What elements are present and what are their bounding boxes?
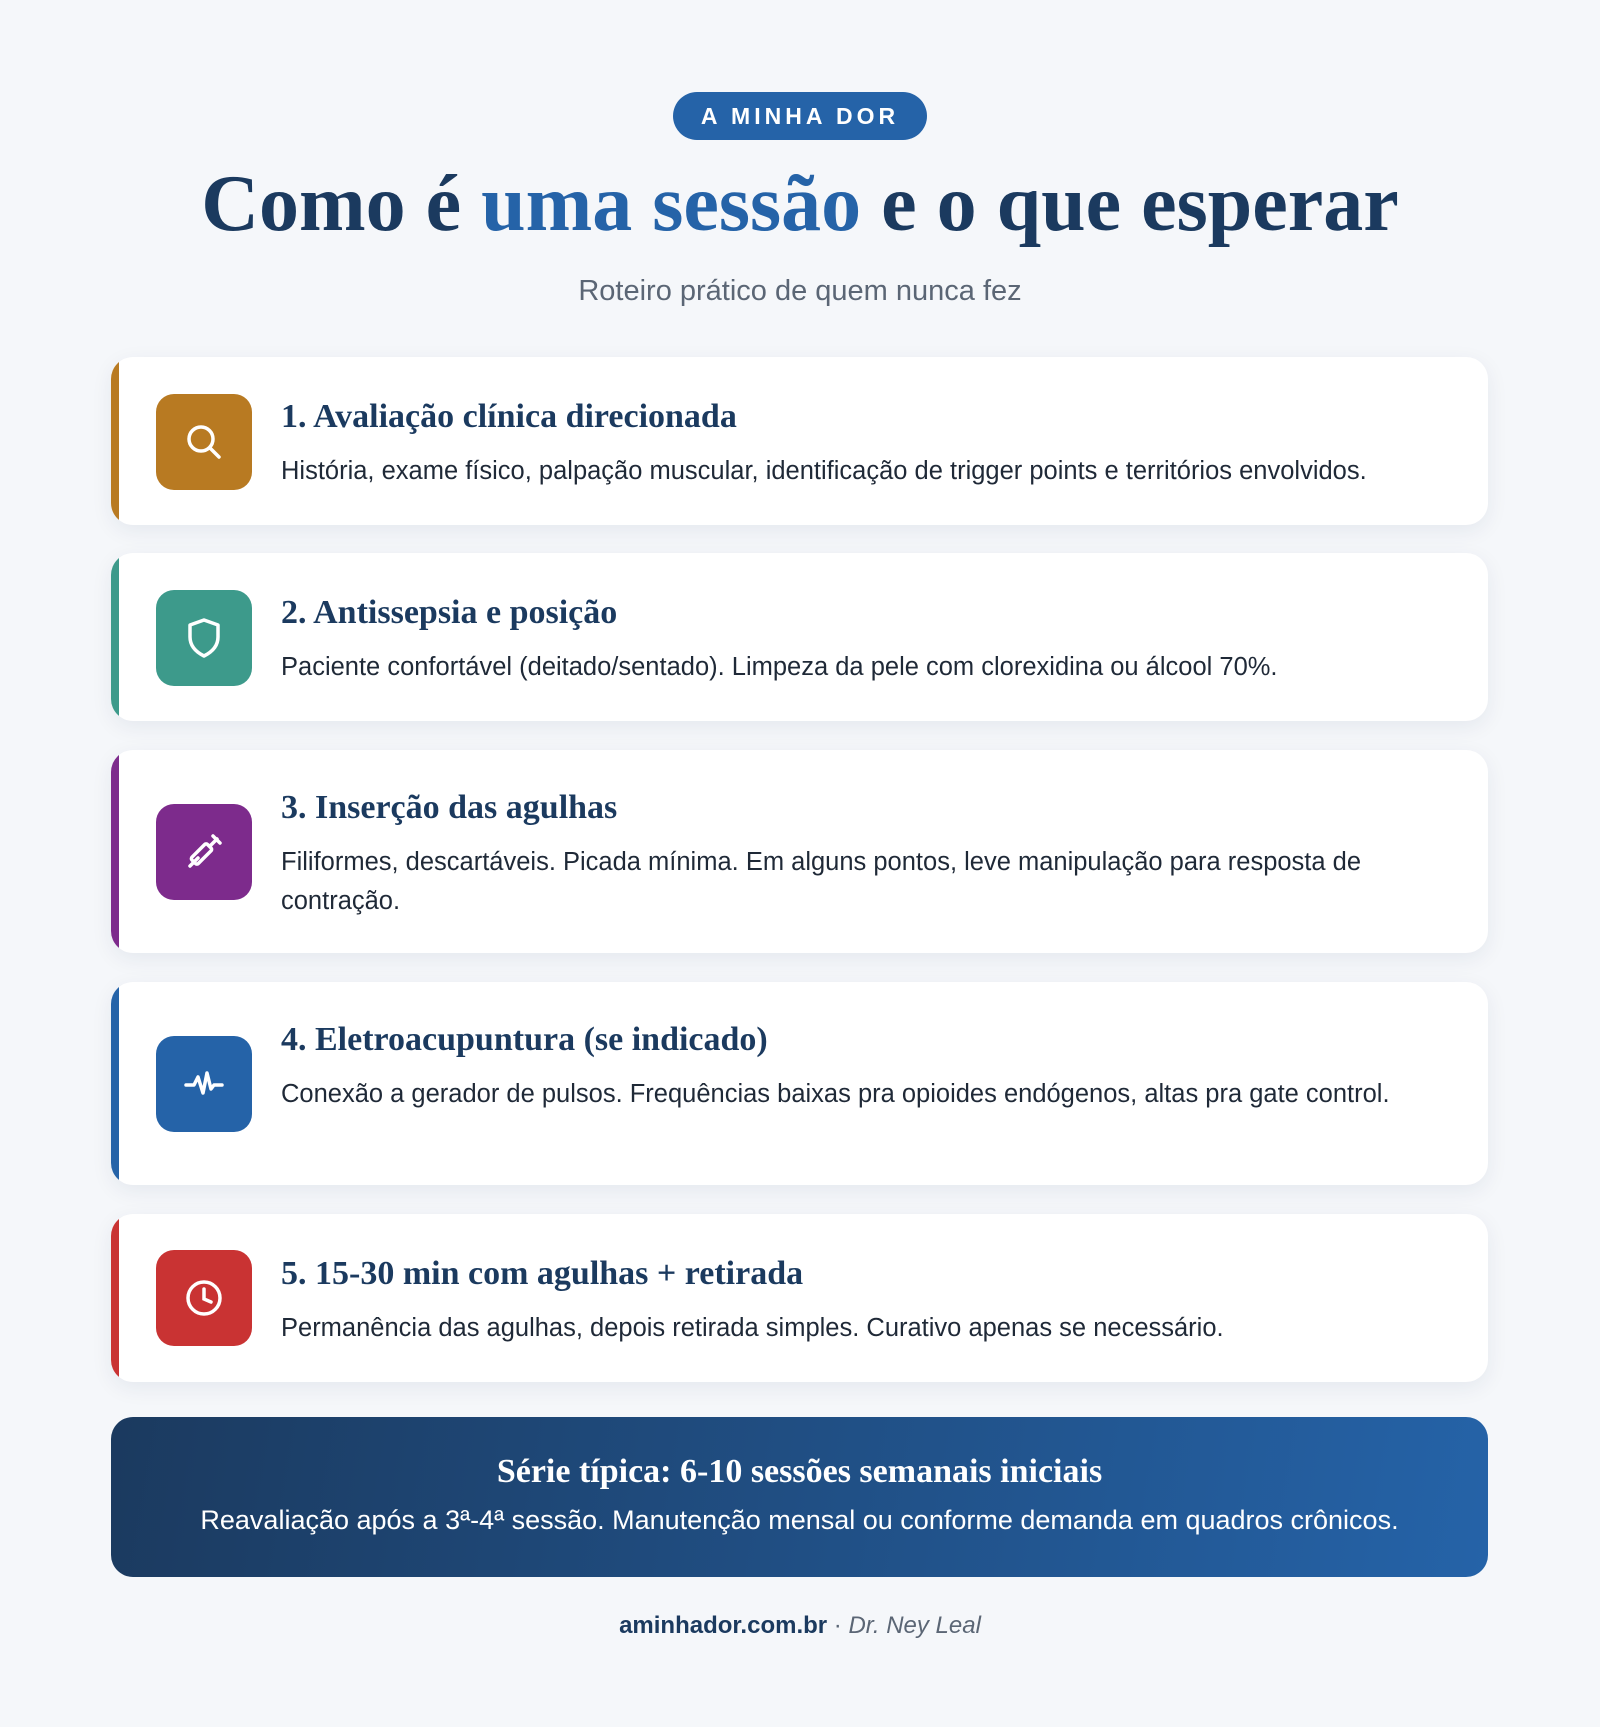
step-title: 1. Avaliação clínica direcionada (281, 398, 737, 435)
step-icon-box (156, 1250, 252, 1346)
step-icon-box (156, 394, 252, 490)
footer-site-link[interactable]: aminhador.com.br (619, 1612, 828, 1639)
page-subtitle: Roteiro prático de quem nunca fez (578, 275, 1022, 307)
step-card-4 (111, 982, 1488, 1185)
title-accent: uma sessão (481, 160, 862, 248)
step-title: 3. Inserção das agulhas (281, 789, 618, 826)
step-description: Paciente confortável (deitado/sentado). Limpeza da pele com clorexidina ou álcool 70%. (281, 652, 1278, 681)
shield-icon (180, 614, 228, 662)
step-accent-bar (111, 553, 119, 721)
summary-box (111, 1417, 1488, 1577)
footer (0, 1612, 1600, 1640)
step-description: Conexão a gerador de pulsos. Frequências baixas pra opioides endógenos, altas pra gate control. (281, 1079, 1390, 1108)
step-card-3 (111, 750, 1488, 953)
pulse-icon (180, 1060, 228, 1108)
step-accent-bar (111, 357, 119, 525)
step-card-1 (111, 357, 1488, 525)
syringe-icon (180, 828, 228, 876)
title-part-1: Como é (201, 160, 482, 248)
category-badge: A MINHA DOR (673, 92, 927, 140)
summary-title: Série típica: 6-10 sessões semanais iniciais (496, 1453, 1103, 1490)
clock-icon (180, 1274, 228, 1322)
step-description: Permanência das agulhas, depois retirada simples. Curativo apenas se necessário. (281, 1313, 1224, 1342)
search-icon (180, 418, 228, 466)
step-title: 2. Antissepsia e posição (281, 594, 618, 631)
page-title (0, 160, 1600, 248)
footer-separator: · (827, 1612, 849, 1639)
step-icon-box (156, 590, 252, 686)
step-description: Filiformes, descartáveis. Picada mínima. Em alguns pontos, leve manipulação para resposta de contração. (281, 847, 1362, 916)
step-description: História, exame físico, palpação muscular, identificação de trigger points e territórios envolvidos. (281, 456, 1367, 485)
step-accent-bar (111, 1214, 119, 1382)
step-card-2 (111, 553, 1488, 721)
step-icon-box (156, 804, 252, 900)
step-accent-bar (111, 750, 119, 953)
step-card-5 (111, 1214, 1488, 1382)
title-part-2: e o que esperar (861, 160, 1399, 248)
step-title: 5. 15-30 min com agulhas + retirada (281, 1255, 804, 1292)
step-icon-box (156, 1036, 252, 1132)
footer-author: Dr. Ney Leal (848, 1612, 981, 1639)
step-title: 4. Eletroacupuntura (se indicado) (281, 1021, 768, 1058)
step-accent-bar (111, 982, 119, 1185)
summary-text: Reavaliação após a 3ª-4ª sessão. Manutenção mensal ou conforme demanda em quadros crônicos. (200, 1505, 1399, 1535)
